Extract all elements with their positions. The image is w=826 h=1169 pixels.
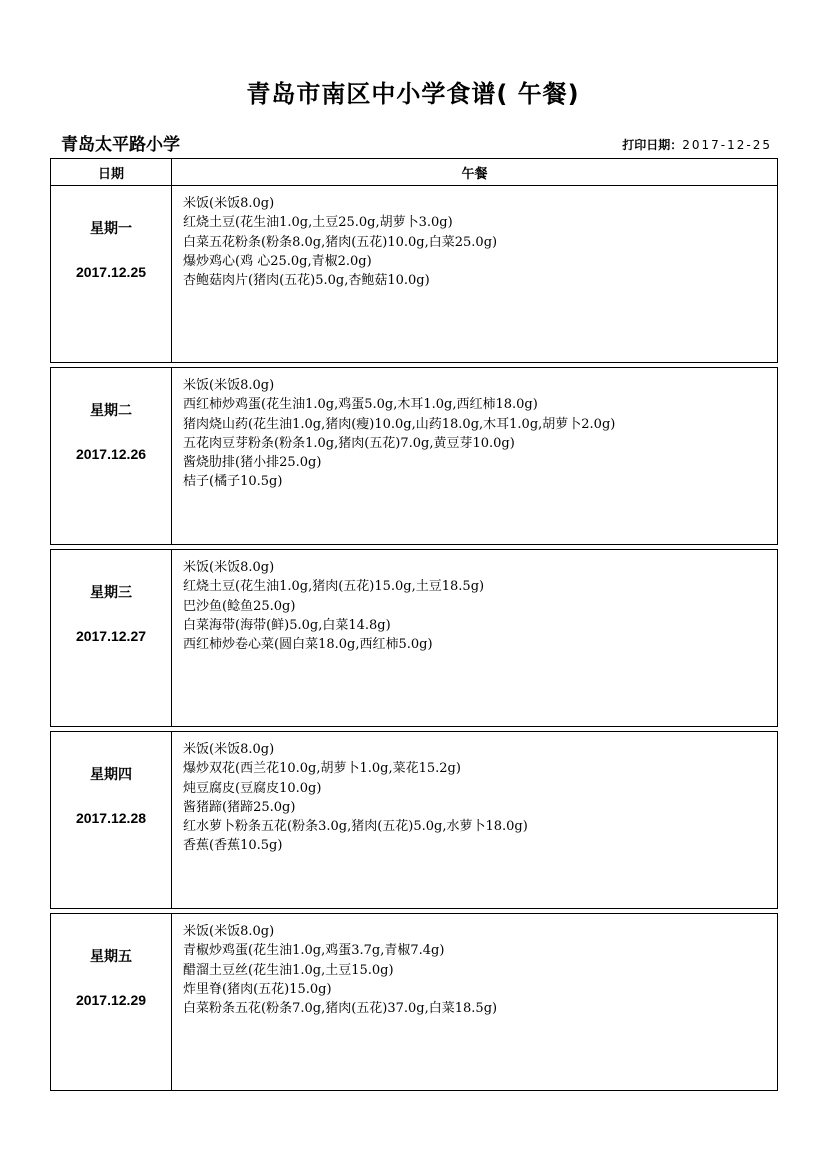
weekday-label: 星期二 xyxy=(90,403,132,419)
dish-item: 白菜海带(海带(鲜)5.0g,白菜14.8g) xyxy=(183,617,391,633)
dish-item: 杏鲍菇肉片(猪肉(五花)5.0g,杏鲍菇10.0g) xyxy=(183,273,430,289)
page-title: 青岛市南区中小学食谱( 午餐) xyxy=(246,80,580,108)
date-label: 2017.12.28 xyxy=(75,810,147,826)
dish-item: 红烧土豆(花生油1.0g,猪肉(五花)15.0g,土豆18.5g) xyxy=(183,579,485,595)
dish-item: 青椒炒鸡蛋(花生油1.0g,鸡蛋3.7g,青椒7.4g) xyxy=(183,943,445,959)
date-label: 2017.12.25 xyxy=(75,264,147,280)
day-cell xyxy=(51,914,172,1091)
dish-list xyxy=(172,186,777,290)
dish-item: 米饭(米饭8.0g) xyxy=(183,196,275,211)
dish-item: 猪肉烧山药(花生油1.0g,猪肉(瘦)10.0g,山药18.0g,木耳1.0g,胡萝卜2.0g) xyxy=(183,416,616,432)
table-row xyxy=(51,368,778,545)
dish-item: 炖豆腐皮(豆腐皮10.0g) xyxy=(183,780,322,796)
date-label: 2017.12.26 xyxy=(75,446,147,462)
dish-item: 西红柿炒卷心菜(圆白菜18.0g,西红柿5.0g) xyxy=(183,637,433,653)
dish-item: 酱猪蹄(猪蹄25.0g) xyxy=(183,799,296,815)
dish-item: 巴沙鱼(鲶鱼25.0g) xyxy=(183,598,296,614)
dish-item: 红烧土豆(花生油1.0g,土豆25.0g,胡萝卜3.0g) xyxy=(183,215,453,231)
dish-item: 酱烧肋排(猪小排25.0g) xyxy=(183,455,322,471)
day-cell xyxy=(51,550,172,727)
lunch-menu-table xyxy=(50,158,778,1091)
table-header-row xyxy=(51,159,778,186)
dish-list xyxy=(172,550,777,654)
table-row xyxy=(51,732,778,909)
dishes-cell xyxy=(172,732,778,909)
dish-item: 爆炒鸡心(鸡 心25.0g,青椒2.0g) xyxy=(183,253,372,269)
dish-item: 五花肉豆芽粉条(粉条1.0g,猪肉(五花)7.0g,黄豆芽10.0g) xyxy=(183,435,515,451)
dish-item: 米饭(米饭8.0g) xyxy=(183,378,275,393)
table-row xyxy=(51,914,778,1091)
dish-item: 香蕉(香蕉10.5g) xyxy=(183,838,283,854)
dish-item: 西红柿炒鸡蛋(花生油1.0g,鸡蛋5.0g,木耳1.0g,西红柿18.0g) xyxy=(183,397,538,413)
dish-item: 红水萝卜粉条五花(粉条3.0g,猪肉(五花)5.0g,水萝卜18.0g) xyxy=(183,819,528,835)
dish-item: 米饭(米饭8.0g) xyxy=(183,924,275,939)
dishes-cell xyxy=(172,914,778,1091)
dish-list xyxy=(172,914,777,1018)
weekday-label: 星期一 xyxy=(90,221,132,237)
table-row xyxy=(51,186,778,363)
menu-body xyxy=(51,186,778,1091)
print-date-label: 打印日期： xyxy=(622,138,683,152)
dish-list xyxy=(172,368,777,492)
dish-item: 白菜五花粉条(粉条8.0g,猪肉(五花)10.0g,白菜25.0g) xyxy=(183,234,498,250)
date-label: 2017.12.29 xyxy=(75,992,147,1008)
dish-item: 醋溜土豆丝(花生油1.0g,土豆15.0g) xyxy=(183,962,394,978)
print-date xyxy=(622,136,772,153)
dish-item: 米饭(米饭8.0g) xyxy=(183,560,275,575)
dish-item: 白菜粉条五花(粉条7.0g,猪肉(五花)37.0g,白菜18.5g) xyxy=(183,1001,498,1017)
weekday-label: 星期五 xyxy=(90,949,132,965)
dish-item: 米饭(米饭8.0g) xyxy=(183,742,275,757)
dish-list xyxy=(172,732,777,856)
dish-item: 桔子(橘子10.5g) xyxy=(183,474,283,490)
school-name: 青岛太平路小学 xyxy=(61,135,180,155)
dishes-cell xyxy=(172,550,778,727)
dish-item: 炸里脊(猪肉(五花)15.0g) xyxy=(183,981,332,997)
dish-item: 爆炒双花(西兰花10.0g,胡萝卜1.0g,菜花15.2g) xyxy=(183,761,461,777)
header-date: 日期 xyxy=(51,159,172,186)
dishes-cell xyxy=(172,186,778,363)
table-row xyxy=(51,550,778,727)
weekday-label: 星期三 xyxy=(90,585,132,601)
header-lunch: 午餐 xyxy=(172,159,778,186)
day-cell xyxy=(51,732,172,909)
dishes-cell xyxy=(172,368,778,545)
weekday-label: 星期四 xyxy=(90,767,132,783)
day-cell xyxy=(51,186,172,363)
date-label: 2017.12.27 xyxy=(75,628,147,644)
day-cell xyxy=(51,368,172,545)
print-date-value: 2017-12-25 xyxy=(682,138,772,152)
